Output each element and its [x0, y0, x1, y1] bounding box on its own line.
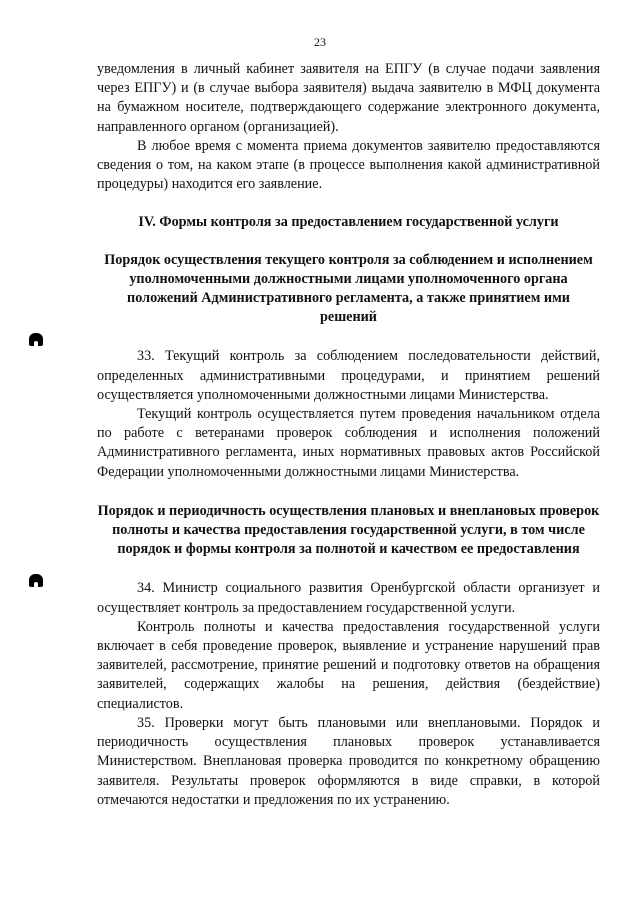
- section-title: IV. Формы контроля за предоставлением государственной услуги: [138, 214, 559, 231]
- paragraph-status-info: В любое время с момента приема документов заявителю предоставляются сведения о том, на каком этапе (в процессе выполнения какой административной процедуры) находится его заявление.: [97, 137, 600, 193]
- subtitle-current-control: Порядок осуществления текущего контроля за соблюдением и исполнением уполномоченными должностными лицами уполномоченного органа положений Административного регламента, а также принятием ими решений: [104, 251, 593, 326]
- paragraph-continuation: уведомления в личный кабинет заявителя на ЕПГУ (в случае подачи заявления через ЕПГУ) и (в случае выбора заявителя) выдача заявителю в МФЦ документа на бумажном носителе, подтверждающего содержание электронного документа, направленного органом (организацией).: [97, 61, 600, 135]
- document-body: [97, 60, 600, 810]
- page-number: 23: [314, 35, 326, 49]
- paragraph-current-control: Текущий контроль осуществляется путем проведения начальником отдела по работе с ветеранами проверок соблюдения и исполнения положений Административного регламента, иных нормативных правовых актов Российской Федерации уполномоченными должностными лицами Министерства.: [97, 406, 600, 480]
- paragraph-35: 35. Проверки могут быть плановыми или внеплановыми. Порядок и периодичность осуществления плановых проверок устанавливается Министерством. Внеплановая проверка проводится по конкретному обращению заявителя. Результаты проверок оформляются в виде справки, в которой отмечаются недостатки и предложения по их устранению.: [97, 714, 600, 808]
- subtitle-inspections: Порядок и периодичность осуществления плановых и внеплановых проверок полноты и качества предоставления государственной услуги, в том числе порядок и формы контроля за полнотой и качеством ее предоставления: [97, 502, 600, 558]
- paragraph-33: 33. Текущий контроль за соблюдением последовательности действий, определенных административными процедурами, и принятием решений осуществляется уполномоченными должностными лицами Министерства.: [97, 348, 600, 403]
- paragraph-34: 34. Министр социального развития Оренбургской области организует и осуществляет контроль за предоставлением государственной услуги.: [97, 580, 600, 616]
- paragraph-quality-control: Контроль полноты и качества предоставления государственной услуги включает в себя проведение проверок, выявление и устранение нарушений прав заявителей, рассмотрение, принятие решений и подготовку ответов на обращения заявителей, содержащих жалобы на решения, действия (бездействие) специалистов.: [97, 618, 600, 712]
- punch-hole-mark: [29, 574, 43, 587]
- punch-hole-mark: [29, 333, 43, 346]
